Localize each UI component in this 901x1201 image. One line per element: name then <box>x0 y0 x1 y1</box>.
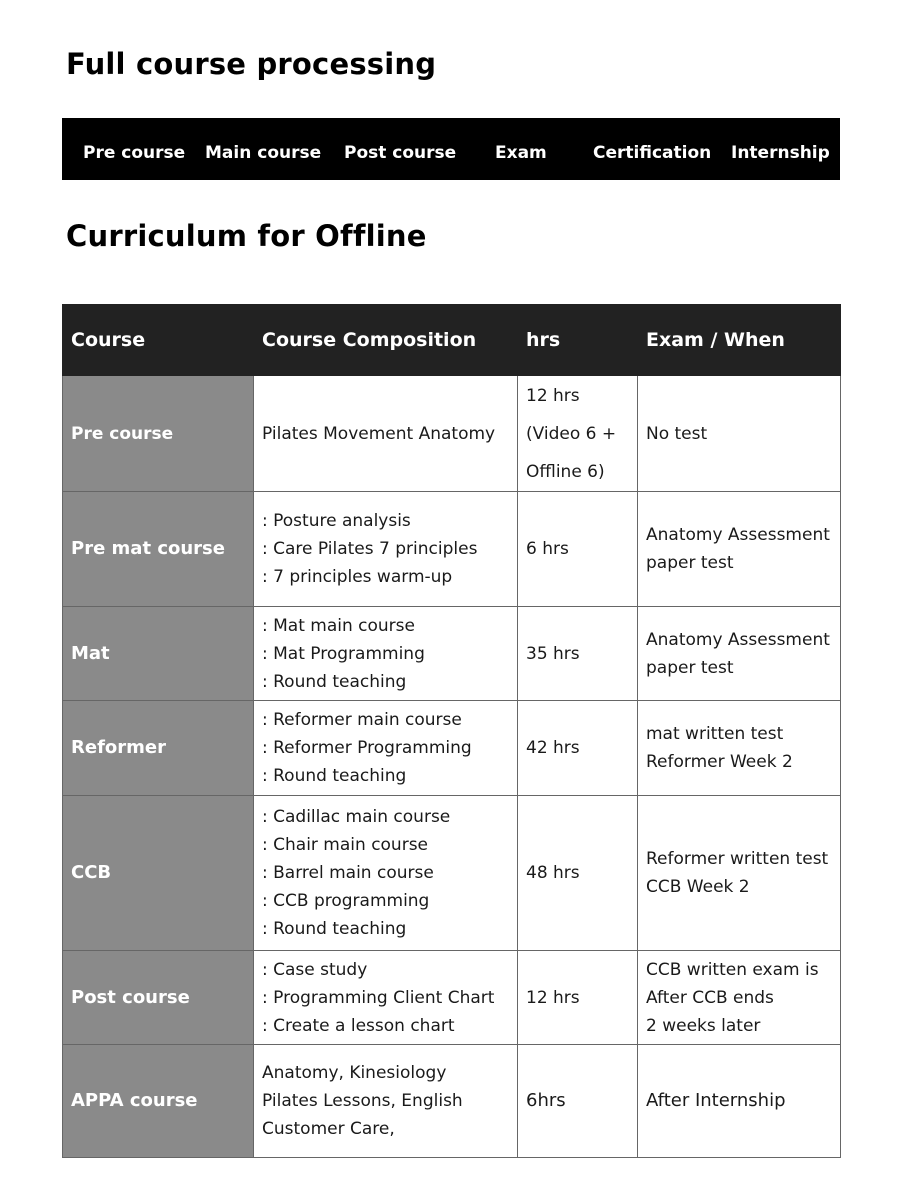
hours-line: 35 hrs <box>526 643 580 664</box>
hours-line: 48 hrs <box>526 863 580 883</box>
step-post-course: Post course <box>344 143 457 163</box>
header-composition: Course Composition <box>254 305 518 376</box>
course-name: Reformer <box>63 701 254 796</box>
step-exam: Exam <box>495 143 547 163</box>
composition-line: Customer Care, <box>262 1119 395 1139</box>
course-composition <box>254 376 518 492</box>
composition-line: : Create a lesson chart <box>262 1015 455 1036</box>
exam-line: 2 weeks later <box>646 1015 761 1036</box>
table-header-row <box>63 305 841 376</box>
hours-line: 12 hrs <box>526 385 580 406</box>
composition-line: : Barrel main course <box>262 863 434 883</box>
composition-line: : Reformer main course <box>262 710 462 730</box>
table-row <box>63 796 841 951</box>
hours-line: 42 hrs <box>526 738 580 758</box>
composition-line: : Programming Client Chart <box>262 987 495 1008</box>
header-exam: Exam / When <box>638 305 841 376</box>
course-name: Pre mat course <box>63 492 254 607</box>
composition-line: : Round teaching <box>262 766 407 786</box>
course-hours <box>518 701 638 796</box>
exam-line: mat written test <box>646 724 784 744</box>
exam-line: Reformer written test <box>646 849 829 869</box>
composition-line: : Round teaching <box>262 671 407 692</box>
exam-line: paper test <box>646 657 734 678</box>
course-composition <box>254 701 518 796</box>
course-name: Pre course <box>63 376 254 492</box>
hours-line: 6hrs <box>526 1090 566 1111</box>
course-name: Mat <box>63 607 254 701</box>
header-hrs: hrs <box>518 305 638 376</box>
course-exam <box>638 951 841 1045</box>
process-title: Full course processing <box>66 47 437 81</box>
step-pre-course: Pre course <box>83 143 186 163</box>
course-composition <box>254 796 518 951</box>
course-composition <box>254 951 518 1045</box>
course-exam <box>638 607 841 701</box>
course-hours <box>518 492 638 607</box>
course-exam <box>638 492 841 607</box>
table-row <box>63 492 841 607</box>
course-name: CCB <box>63 796 254 951</box>
course-exam <box>638 701 841 796</box>
composition-line: : CCB programming <box>262 891 430 911</box>
table-row <box>63 701 841 796</box>
composition-line: Pilates Lessons, English <box>262 1091 463 1111</box>
exam-line: Anatomy Assessment <box>646 525 830 545</box>
course-exam <box>638 796 841 951</box>
course-name: APPA course <box>63 1045 254 1158</box>
composition-line: Anatomy, Kinesiology <box>262 1063 447 1083</box>
course-composition <box>254 1045 518 1158</box>
composition-line: Pilates Movement Anatomy <box>262 423 496 444</box>
composition-line: : Case study <box>262 959 368 980</box>
course-exam <box>638 1045 841 1158</box>
composition-line: : Reformer Programming <box>262 738 472 758</box>
course-process-bar <box>62 118 840 180</box>
exam-line: CCB Week 2 <box>646 877 750 897</box>
hours-line: 6 hrs <box>526 539 569 559</box>
exam-line: Reformer Week 2 <box>646 752 793 772</box>
hours-line: Offline 6) <box>526 461 605 482</box>
composition-line: : Chair main course <box>262 835 429 855</box>
curriculum-title: Curriculum for Offline <box>66 219 427 253</box>
step-main-course: Main course <box>205 143 322 163</box>
course-hours <box>518 796 638 951</box>
table-row <box>63 376 841 492</box>
composition-line: : Posture analysis <box>262 511 411 531</box>
hours-line: (Video 6 + <box>526 423 617 444</box>
course-composition <box>254 492 518 607</box>
exam-line: No test <box>646 423 708 444</box>
curriculum-table <box>62 304 841 1158</box>
course-composition <box>254 607 518 701</box>
course-exam <box>638 376 841 492</box>
header-course: Course <box>63 305 254 376</box>
exam-line: paper test <box>646 553 734 573</box>
course-hours <box>518 951 638 1045</box>
step-internship: Internship <box>731 143 830 163</box>
table-row <box>63 607 841 701</box>
exam-line: After Internship <box>646 1090 786 1111</box>
table-row <box>63 1045 841 1158</box>
exam-line: Anatomy Assessment <box>646 629 830 650</box>
exam-line: CCB written exam is <box>646 959 819 980</box>
composition-line: : Mat main course <box>262 615 415 636</box>
composition-line: : Care Pilates 7 principles <box>262 539 478 559</box>
hours-line: 12 hrs <box>526 987 580 1008</box>
composition-line: : Cadillac main course <box>262 807 451 827</box>
composition-line: : Round teaching <box>262 919 407 939</box>
course-hours <box>518 376 638 492</box>
composition-line: : Mat Programming <box>262 643 425 664</box>
step-certification: Certification <box>593 143 712 163</box>
table-row <box>63 951 841 1045</box>
composition-line: : 7 principles warm-up <box>262 567 453 587</box>
exam-line: After CCB ends <box>646 987 774 1008</box>
course-hours <box>518 607 638 701</box>
course-hours <box>518 1045 638 1158</box>
course-name: Post course <box>63 951 254 1045</box>
